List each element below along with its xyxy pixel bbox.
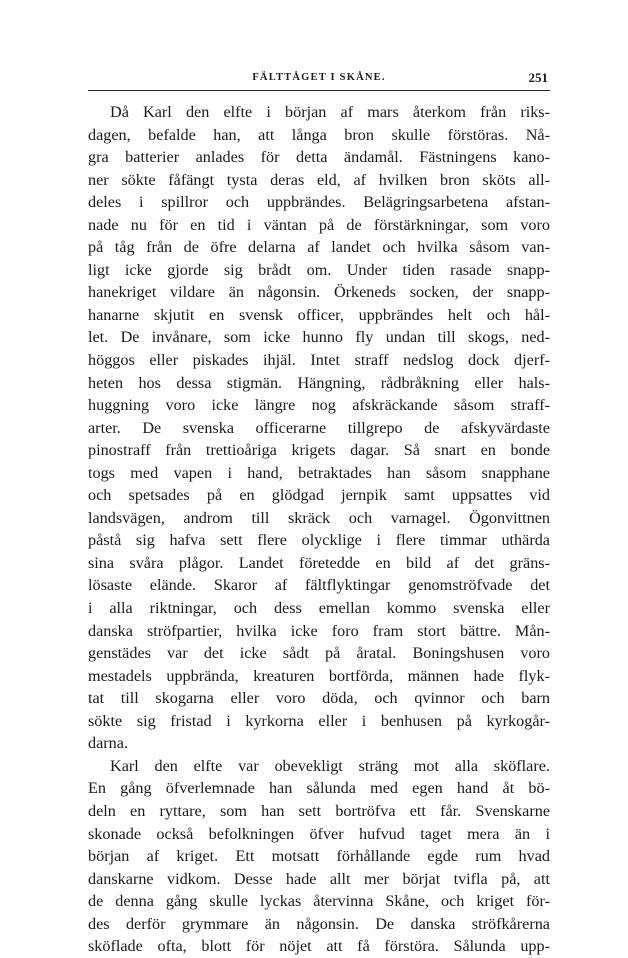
text-line: En gång öfverlemnade han sålunda med egen hand åt bö-	[88, 779, 550, 798]
text-line: början af kriget. Ett motsatt förhållande egde rum hvad	[88, 847, 550, 866]
text-line: ner sökte fåfängt tysta deras eld, af hvilken bron sköts all-	[88, 170, 550, 189]
text-line: sina svåra plågor. Landet företedde en bild af det gräns-	[88, 553, 550, 572]
text-line: huggning voro icke längre nog afskräckande såsom straff-	[88, 396, 550, 415]
text-line: påstå sig hafva sett flere olycklige i flere timmar uthärda	[88, 531, 550, 550]
text-line: deles i spillror och uppbrändes. Belägringsarbetena afstan-	[88, 193, 550, 212]
text-line: och spetsades på en glödgad jernpik samt uppsattes vid	[88, 486, 550, 505]
text-line: togs med vapen i hand, betraktades han såsom snapphane	[88, 463, 550, 482]
text-line: Karl den elfte var obevekligt sträng mot alla sköflare.	[110, 756, 550, 775]
text-line: hanekriget vildare än någonsin. Örkeneds socken, der snapp-	[88, 283, 550, 302]
running-header	[88, 68, 550, 91]
text-line: gra batterier anlades för detta ändamål. Fästningens kano-	[88, 148, 550, 167]
text-line: de denna gång skulle lyckas återvinna Skåne, och kriget för-	[88, 892, 550, 911]
text-line: heten hos dessa stigmän. Hängning, rådbråkning eller hals-	[88, 373, 550, 392]
text-line: danska ströfpartier, hvilka icke foro fram stort bättre. Mån-	[88, 621, 550, 640]
text-line: des derför grymmare än någonsin. De danska ströfkårerna	[88, 914, 550, 933]
text-line: lösaste elände. Skaror af fältflyktingar genomströfvade det	[88, 576, 550, 595]
text-line: danskarne vidkom. Desse hade allt mer börjat tvifla på, att	[88, 869, 550, 888]
page-number: 251	[528, 70, 548, 85]
text-line: arter. De svenska officerarne tillgrepo de afskyvärdaste	[88, 418, 550, 437]
text-line: nade nu för en tid i väntan på de förstärkningar, som voro	[88, 215, 550, 234]
body-text	[88, 101, 550, 958]
text-line: i alla riktningar, och dess emellan kommo svenska eller	[88, 599, 550, 618]
text-line: pinostraff från trettioåriga krigets dagar. Så snart en bonde	[88, 441, 550, 460]
text-line: sköflade ofta, blott för nöjet att få förstöra. Sålunda upp-	[88, 937, 550, 956]
text-line: landsvägen, androm till skräck och varnagel. Ögonvittnen	[88, 508, 550, 527]
text-line: let. De invånare, som icke hunno fly undan till skogs, ned-	[88, 328, 550, 347]
text-line: deln en ryttare, som han sett bortröfva ett får. Svenskarne	[88, 801, 550, 820]
book-page	[88, 68, 550, 958]
running-title: FÄLTTÅGET I SKÅNE.	[252, 72, 386, 83]
text-line: på tåg från de öfre delarna af landet och hvilka såsom van-	[88, 238, 550, 257]
text-line: dagen, befalde han, att långa bron skulle förstöras. Nå-	[88, 125, 550, 144]
text-line: skonade också befolkningen öfver hufvud taget mera än i	[88, 824, 550, 843]
text-line: mestadels uppbrända, kreaturen bortförda, männen hade flyk-	[88, 666, 550, 685]
text-line: sökte sig fristad i kyrkorna eller i benhusen på kyrkogår-	[88, 711, 550, 730]
text-line: ligt icke gjorde sig brådt om. Under tiden rasade snapp-	[88, 260, 550, 279]
text-line: genstädes var det icke sådt på åratal. Boningshusen voro	[88, 644, 550, 663]
text-line: hanarne skjutit en svensk officer, uppbrändes helt och hål-	[88, 305, 550, 324]
text-line: darna.	[88, 734, 128, 753]
text-line: Då Karl den elfte i början af mars återkom från riks-	[110, 103, 550, 121]
text-line: höggos eller piskades ihjäl. Intet straff nedslog dock djerf-	[88, 351, 550, 370]
text-line: tat till skogarna eller voro döda, och qvinnor och barn	[88, 689, 550, 708]
